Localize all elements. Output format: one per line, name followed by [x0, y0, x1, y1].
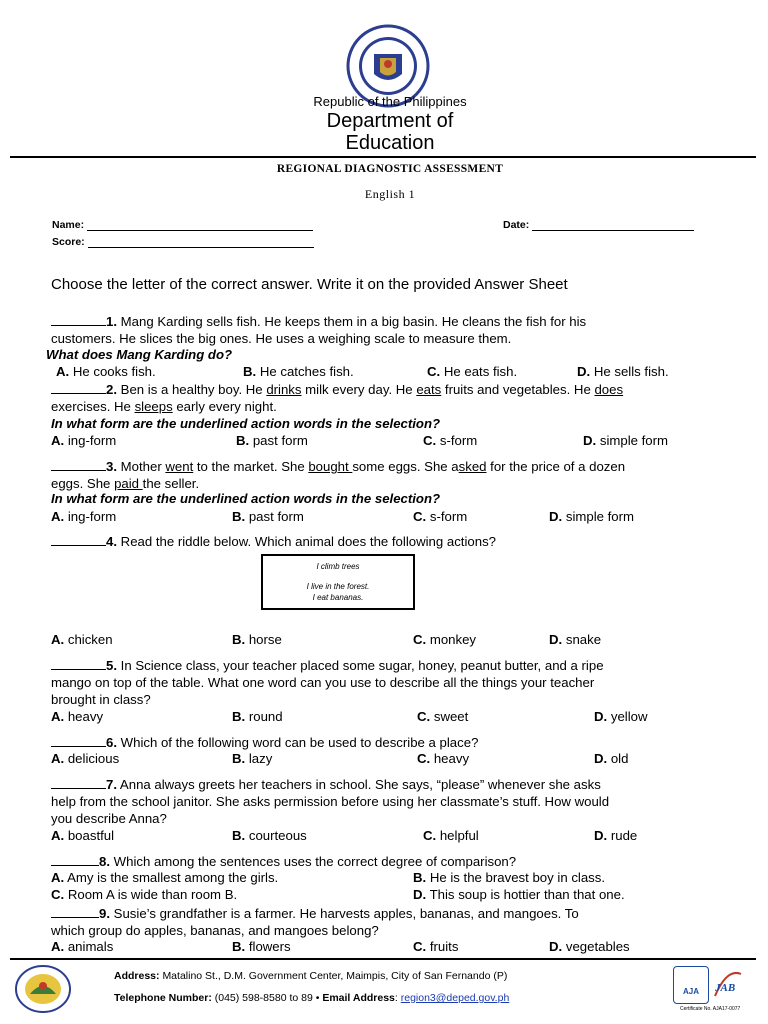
address-value: Matalino St., D.M. Government Center, Maimpis, City of San Fernando (P) [162, 970, 508, 982]
option-a: A. Amy is the smallest among the girls. [51, 870, 279, 885]
riddle-line-3: I eat bananas. [312, 593, 364, 602]
score-field[interactable] [52, 236, 314, 248]
question-1: 1. Mang Karding sells fish. He keeps them in a big basin. He cleans the fish for his customers. He slices the big ones. He uses a weighing scale to measure them. [51, 314, 587, 346]
answer-blank[interactable] [51, 458, 106, 471]
instructions: Choose the letter of the correct answer. Write it on the provided Answer Sheet [51, 276, 568, 293]
option-d: D. vegetables [549, 939, 630, 954]
option-d: D. yellow [594, 709, 648, 724]
option-c: C. He eats fish. [427, 364, 518, 379]
jab-badge [709, 966, 745, 1002]
question-9: 9. Susie’s grandfather is a farmer. He harvests apples, bananas, and mangoes. To which group do apples, bananas, and mangoes belong? [51, 906, 579, 938]
question-7: 7. Anna always greets her teachers in school. She says, “please” whenever she asks help from the school janitor. She asks permission before using her classmate’s stuff. How would you describe Anna? [51, 777, 610, 826]
date-field[interactable] [503, 219, 694, 231]
option-d: D. snake [549, 632, 602, 647]
riddle-box [261, 554, 415, 610]
option-b: B. past form [232, 509, 304, 524]
option-b: B. past form [236, 433, 308, 448]
answer-blank[interactable] [51, 853, 99, 866]
question-4: 4. Read the riddle below. Which animal does the following actions? [51, 533, 496, 550]
assessment-title: REGIONAL DIAGNOSTIC ASSESSMENT [276, 163, 504, 175]
riddle-line-2: I live in the forest. [306, 582, 370, 591]
option-b: B. flowers [232, 939, 291, 954]
question-3-prompt: In what form are the underlined action words in the selection? [51, 491, 441, 506]
option-c: C. s-form [423, 433, 478, 448]
option-c: C. sweet [417, 709, 469, 724]
department-title [0, 110, 768, 154]
option-c: C. s-form [413, 509, 468, 524]
option-a: A. boastful [51, 828, 115, 843]
option-c: C. helpful [423, 828, 479, 843]
answer-blank[interactable] [51, 533, 106, 546]
phone-value: (045) 598-8580 to 89 [214, 992, 313, 1004]
republic-text: Republic of the Philippines [313, 94, 467, 109]
option-a: A. delicious [51, 751, 120, 766]
aja-badge [673, 966, 709, 1004]
option-b: B. courteous [232, 828, 307, 843]
option-d: D. simple form [549, 509, 634, 524]
name-field[interactable] [52, 219, 313, 231]
score-label: Score: [52, 236, 85, 248]
phone-label: Telephone Number: [114, 992, 212, 1004]
riddle-line-1: I climb trees [316, 562, 360, 571]
option-a: A. He cooks fish. [56, 364, 156, 379]
option-b: B. lazy [232, 751, 273, 766]
question-6: 6. Which of the following word can be used to describe a place? [51, 734, 478, 751]
option-d: D. old [594, 751, 629, 766]
option-b: B. He catches fish. [243, 364, 354, 379]
question-8: 8. Which among the sentences uses the correct degree of comparison? [51, 853, 516, 870]
option-a: A. chicken [51, 632, 113, 647]
certificate-number: Certificate No. AJA17-0077 [680, 1006, 741, 1012]
option-d: D. rude [594, 828, 638, 843]
aja-text: AJA [682, 987, 699, 996]
option-a: A. animals [51, 939, 114, 954]
dept-line-2: Education [345, 132, 435, 154]
option-b: B. horse [232, 632, 282, 647]
email-label: Email Address [322, 992, 395, 1004]
email-link[interactable]: region3@deped.gov.ph [400, 992, 510, 1004]
answer-blank[interactable] [51, 657, 106, 670]
option-b: B. round [232, 709, 283, 724]
date-label: Date: [503, 219, 530, 231]
subject-title: English 1 [364, 187, 416, 201]
jab-text: JAB [715, 982, 736, 994]
option-c: C. Room A is wide than room B. [51, 887, 238, 902]
option-a: A. heavy [51, 709, 104, 724]
answer-blank[interactable] [51, 905, 99, 918]
header-divider [10, 156, 756, 158]
region-seal-logo [14, 964, 72, 1014]
footer-contact: Telephone Number: (045) 598-8580 to 89 • Email Address: region3@deped.gov.ph [114, 992, 510, 1004]
option-c: C. fruits [413, 939, 459, 954]
name-label: Name: [52, 219, 85, 231]
question-5: 5. In Science class, your teacher placed some sugar, honey, peanut butter, and a ripe mango on top of the table. What one word can you use to describe all the things your teacher brought in class? [51, 658, 604, 707]
option-d: D. He sells fish. [577, 364, 669, 379]
option-c: C. heavy [417, 751, 470, 766]
address-label: Address: [114, 970, 160, 982]
question-2: 2. Ben is a healthy boy. He drinks milk every day. He eats fruits and vegetables. He does exercises. He sleeps early every night. [51, 382, 624, 414]
answer-blank[interactable] [51, 776, 106, 789]
option-c: C. monkey [413, 632, 477, 647]
answer-blank[interactable] [51, 734, 106, 747]
answer-blank[interactable] [51, 313, 106, 326]
option-b: B. He is the bravest boy in class. [413, 870, 606, 885]
option-d: D. simple form [583, 433, 668, 448]
question-1-prompt: What does Mang Karding do? [46, 347, 233, 362]
option-a: A. ing-form [51, 433, 117, 448]
footer-divider [10, 958, 756, 960]
footer-address [114, 970, 507, 982]
question-3: 3. Mother went to the market. She bought some eggs. She asked for the price of a dozen eggs. She paid the seller. [51, 459, 626, 491]
dept-line-1: Department of [326, 110, 454, 132]
answer-blank[interactable] [51, 381, 106, 394]
option-d: D. This soup is hottier than that one. [413, 887, 625, 902]
question-2-prompt: In what form are the underlined action words in the selection? [51, 416, 441, 431]
option-a: A. ing-form [51, 509, 117, 524]
